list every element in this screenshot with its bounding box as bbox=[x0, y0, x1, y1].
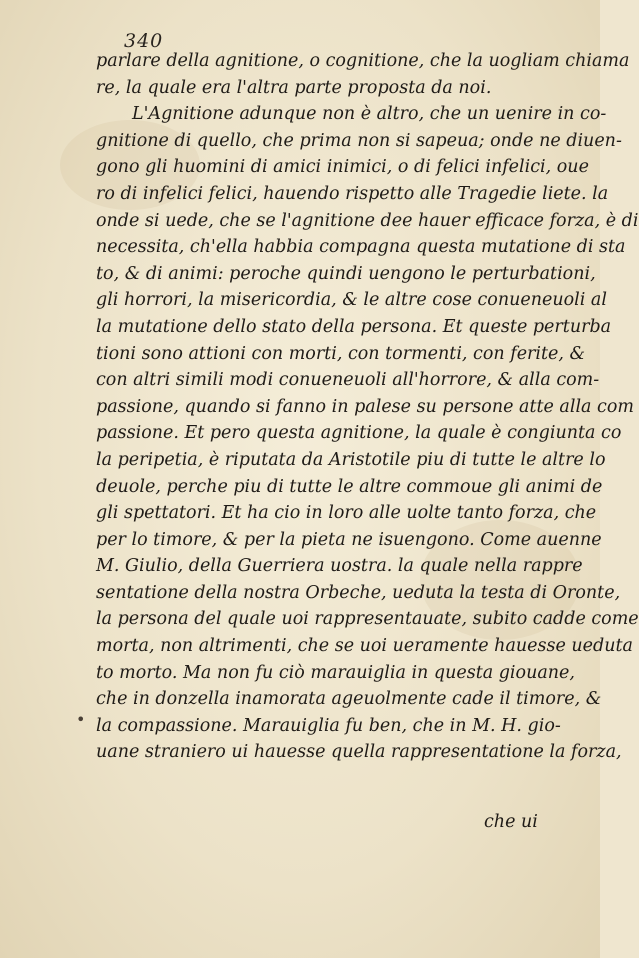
text-line: uane straniero ui hauesse quella rappresentatione la forza, bbox=[96, 742, 622, 763]
text-line: la mutatione dello stato della persona. Et queste perturba bbox=[96, 316, 612, 337]
text-line: la compassione. Marauiglia fu ben, che in M. H. gio- bbox=[96, 715, 561, 736]
text-line: che in donzella inamorata ageuolmente cade il timore, & bbox=[96, 689, 602, 710]
text-line: la persona del quale uoi rappresentauate, subito cadde come bbox=[96, 609, 639, 630]
text-line: morta, non altrimenti, che se uoi ueramente hauesse ueduta bbox=[96, 636, 633, 657]
page-number: 340 bbox=[124, 30, 164, 52]
text-line: sentatione della nostra Orbeche, ueduta la testa di Oronte, bbox=[96, 582, 621, 603]
text-line: M. Giulio, della Guerriera uostra. la quale nella rappre bbox=[96, 556, 583, 577]
body-text bbox=[96, 48, 639, 766]
text-line: passione. Et pero questa agnitione, la quale è congiunta co bbox=[96, 423, 622, 444]
text-line: parlare della agnitione, o cognitione, che la uogliam chiama bbox=[96, 51, 630, 71]
text-line: L'Agnitione adunque non è altro, che un uenire in co- bbox=[132, 104, 607, 125]
text-line: to, & di animi: peroche quindi uengono le perturbationi, bbox=[96, 263, 596, 284]
text-line: la peripetia, è riputata da Aristotile piu di tutte le altre lo bbox=[96, 449, 606, 470]
text-line: to morto. Ma non fu ciò marauiglia in questa giouane, bbox=[96, 662, 575, 683]
margin-mark: • bbox=[76, 710, 86, 729]
catchword: che ui bbox=[484, 812, 538, 832]
text-line: gnitione di quello, che prima non si sapeua; onde ne diuen- bbox=[96, 130, 622, 151]
text-line: con altri simili modi conueneuoli all'horrore, & alla com- bbox=[96, 370, 600, 391]
text-line: necessita, ch'ella habbia compagna questa mutatione di sta bbox=[96, 237, 626, 258]
text-line: tioni sono attioni con morti, con tormenti, con ferite, & bbox=[96, 343, 586, 364]
text-line: passione, quando si fanno in palese su persone atte alla com bbox=[96, 396, 634, 417]
text-line: re, la quale era l'altra parte proposta da noi. bbox=[96, 77, 492, 98]
text-line: per lo timore, & per la pieta ne isuengono. Come auenne bbox=[96, 529, 602, 550]
text-line: deuole, perche piu di tutte le altre commoue gli animi de bbox=[96, 476, 603, 497]
text-line: gli horrori, la misericordia, & le altre cose conueneuoli al bbox=[96, 290, 607, 311]
text-line: gono gli huomini di amici inimici, o di felici infelici, oue bbox=[96, 157, 589, 178]
text-line: gli spettatori. Et ha cio in loro alle uolte tanto forza, che bbox=[96, 503, 597, 524]
text-line: onde si uede, che se l'agnitione dee hauer efficace forza, è di bbox=[96, 210, 639, 231]
text-line: ro di infelici felici, hauendo rispetto alle Tragedie liete. la bbox=[96, 183, 609, 204]
